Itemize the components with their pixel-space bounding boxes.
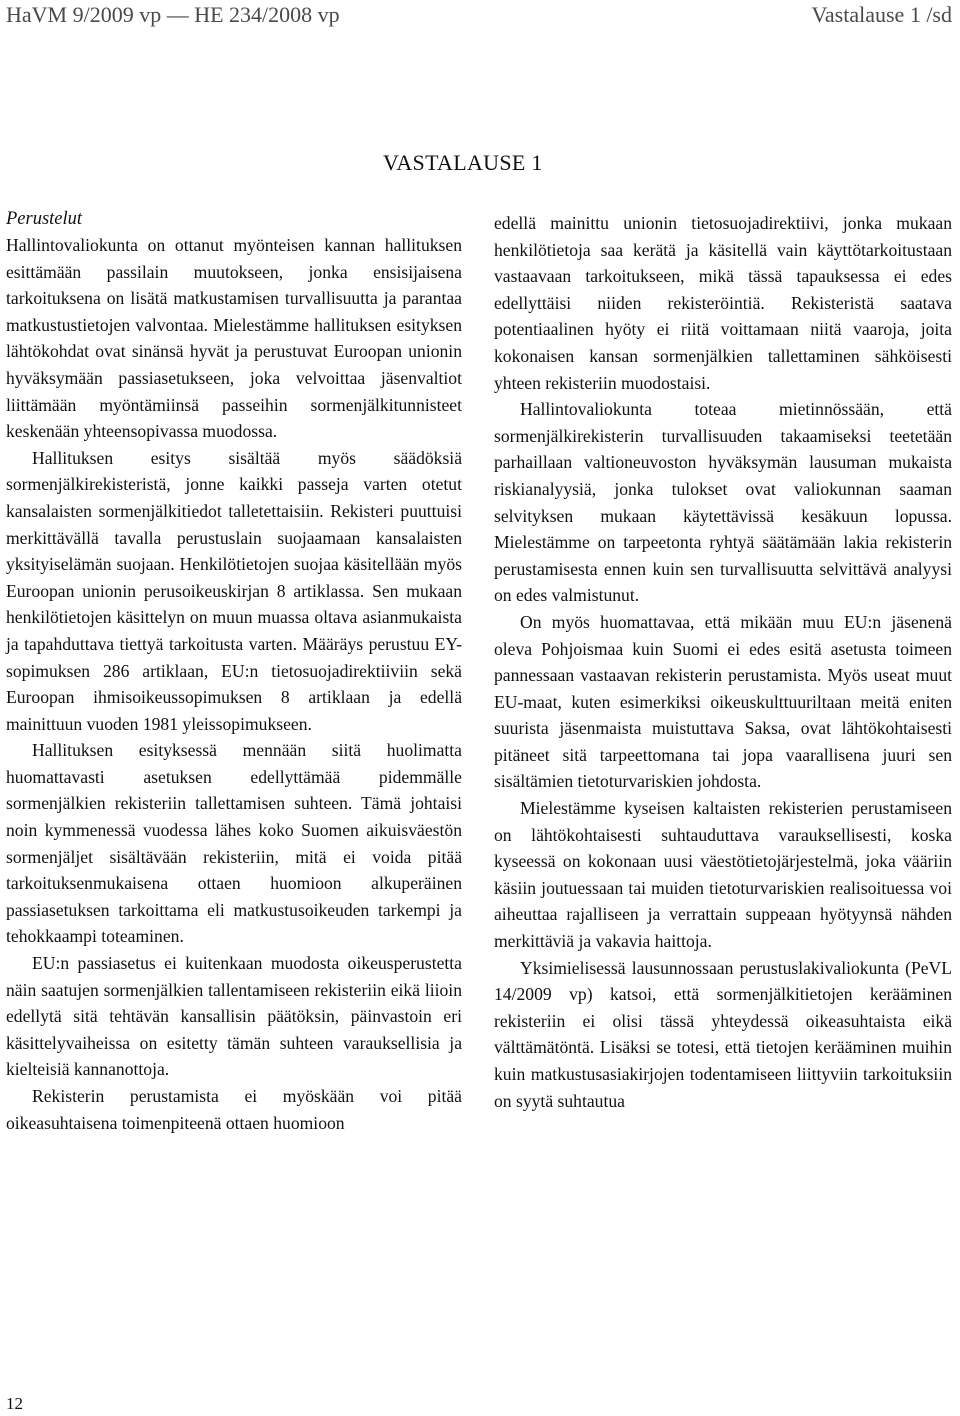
paragraph: Hallituksen esityksessä mennään siitä huolimatta huomattavasti asetuksen edellyttämää pidemmälle sormenjälkien rekisteriin tallettamisen suhteen. Tämä johtaisi noin kymmenessä vuodessa lähes koko Suomen aikuisväestön sormenjäljet sisältävään rekisteriin, mitä ei voida pitää tarkoituksenmukaisena ottaen huomioon alkuperäinen passiasetuksen tarkoittama eli matkustusoikeuden tarkempi ja tehokkaampi toteaminen. — [6, 740, 462, 947]
paragraph: Hallintovaliokunta on ottanut myönteisen kannan hallituksen esittämään passilain muutokseen, jonka ensisijaisena tarkoituksena on lisätä matkustamisen turvallisuutta ja parantaa matkustustietojen valvontaa. Mielestämme hallituksen esityksen lähtökohdat ovat sinänsä hyvät ja perustuvat Euroopan unionin hyväksymään passiasetukseen, joka velvoittaa jäsenvaltiot liittämään myöntämiinsä passeihin sormenjälkitunnisteet keskenään yhteensopivassa muodossa. — [6, 235, 462, 442]
paragraph: Hallintovaliokunta toteaa mietinnössään, että sormenjälkirekisterin turvallisuuden takaamiseksi teetetään parhaillaan valtioneuvoston hyväksymän lausuman mukaista riskianalyysiä, jonka tulokset ovat valiokunnan saaman selvityksen mukaan käytettävissä kesäkuun lopussa. Mielestämme on tarpeetonta ryhtyä säätämään lakia rekisterin perustamisesta ennen kuin sen turvallisuutta selvittävä analyysi on edes valmistunut. — [494, 399, 952, 606]
page-number: 12 — [6, 1394, 23, 1413]
document-title: VASTALAUSE 1 — [383, 150, 543, 175]
left-column — [6, 206, 462, 1136]
paragraph: edellä mainittu unionin tietosuojadirektiivi, jonka mukaan henkilötietoja saa kerätä ja käsitellä vain käyttötarkoitustaan vastaavaan tarkoitukseen, mikä tässä tapauksessa ei edes edellyttäisi niiden rekisteröintiä. Rekisteristä saatava potentiaalinen hyöty ei riitä voittamaan niitä vaaroja, joita kokonaisen kansan sormenjälkien tallettaminen sähköisesti yhteen rekisteriin muodostaisi. — [494, 213, 952, 393]
document-reference: HaVM 9/2009 vp — HE 234/2008 vp — [6, 2, 340, 27]
paragraph: EU:n passiasetus ei kuitenkaan muodosta oikeusperustetta näin saatujen sormenjälkien tallentamiseen rekisteriin eikä liioin edellytä sitä tehtävän kansallisin päätöksin, päinvastoin eri käsittelyvaiheissa on esitetty tämän suhteen varauksellisia ja kielteisiä kannanottoja. — [6, 953, 462, 1080]
section-heading: Perustelut — [6, 209, 83, 229]
paragraph: Mielestämme kyseisen kaltaisten rekisterien perustamiseen on lähtökohtaisesti suhtauduttava varauksellisesti, koska kyseessä on kokonaan uusi väestötietojärjestelmä, joka vääriin käsiin joutuessaan tai muiden tietoturvariskien realisoituessa voi aiheuttaa rajalliseen ja verrattain suppeaan hyötyynsä nähden merkittäviä ja vakavia haittoja. — [494, 798, 952, 952]
paragraph: Rekisterin perustamista ei myöskään voi pitää oikeasuhtaisena toimenpiteenä ottaen huomioon — [6, 1086, 462, 1133]
section-reference: Vastalause 1 /sd — [811, 2, 952, 27]
paragraph: Yksimielisessä lausunnossaan perustuslakivaliokunta (PeVL 14/2009 vp) katsoi, että sormenjälkitietojen kerääminen rekisteriin ei olisi tässä yhteydessä oikeasuhtaista eikä välttämätöntä. Lisäksi se totesi, että tietojen kerääminen muihin kuin matkustusasiakirjojen todentamiseen liittyviin tarkoituksiin on syytä suhtautua — [494, 957, 952, 1111]
paragraph: On myös huomattavaa, että mikään muu EU:n jäsenenä oleva Pohjoismaa kuin Suomi ei edes esitä asetusta toimeen pannessaan vastaavan rekisterin perustamista. Myös useat muut EU-maat, kuten esimerkiksi oikeuskulttuuriltaan meitä eniten suurista jäsenmaista muistuttava Saksa, ovat lähtökohtaisesti pitäneet sitä tarpeettomana tai jopa vaarallisena juuri sen sisältämien tietoturvariskien johdosta. — [494, 611, 952, 792]
page-header — [0, 0, 960, 40]
right-column — [494, 210, 952, 1114]
paragraph: Hallituksen esitys sisältää myös säädöksiä sormenjälkirekisteristä, jonne kaikki passeja varten otetut kansalaisten sormenjälkitiedot talletettaisiin. Rekisteri puuttuisi merkittävällä tavalla perustuslain suojaamaan kansalaisten yksityiselämän suojaan. Henkilötietojen suojaa käsitellään myös Euroopan unionin perusoikeuskirjan 8 artiklassa. Sen mukaan henkilötietojen käsittelyn on muun muassa oltava asianmukaista ja tapahduttava tiettyä tarkoitusta varten. Määräys perustuu EY-sopimuksen 286 artiklaan, EU:n tietosuojadirektiiviin sekä Euroopan ihmisoikeussopimuksen 8 artiklaan ja edellä mainittuun vuoden 1981 yleissopimukseen. — [6, 447, 462, 734]
